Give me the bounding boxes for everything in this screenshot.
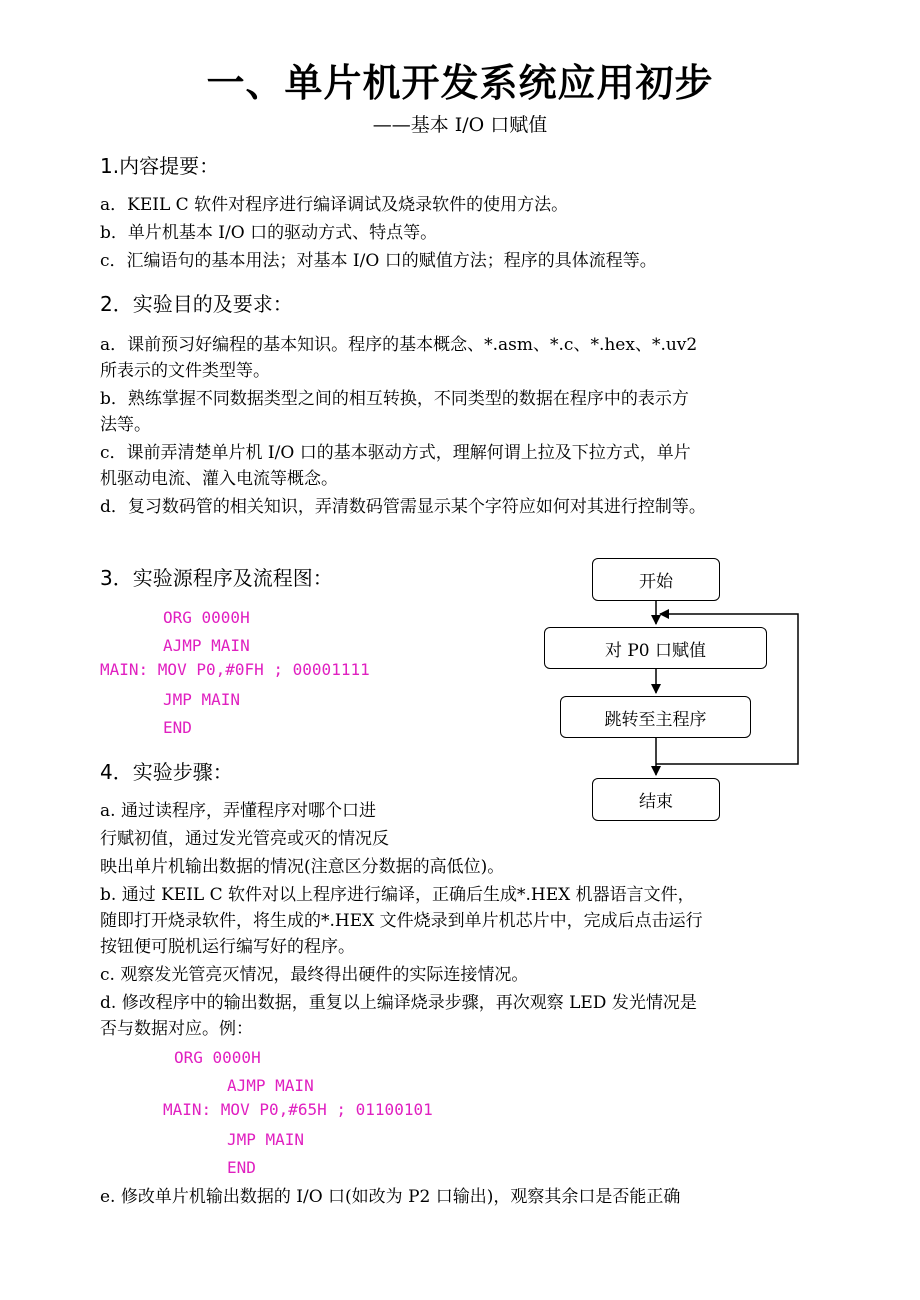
step-a-line2: 行赋初值，通过发光管亮或灭的情况反 (100, 829, 389, 849)
example-code-line: AJMP MAIN (227, 1076, 314, 1095)
section4-heading: 4．实验步骤： (100, 760, 233, 784)
section2-item-b-line2: 法等。 (100, 415, 151, 435)
code-line: JMP MAIN (163, 690, 241, 709)
section2-item-c-line1: c．课前弄清楚单片机 I/O 口的基本驱动方式，理解何谓上拉及下拉方式，单片 (100, 443, 691, 463)
step-d-line2: 否与数据对应。例： (100, 1019, 253, 1039)
flow-jump-node: 跳转至主程序 (560, 696, 751, 738)
section1-item-b: b．单片机基本 I/O 口的驱动方式、特点等。 (100, 223, 438, 243)
step-b-line3: 按钮便可脱机运行编写好的程序。 (100, 937, 355, 957)
section2-item-a-line1: a．课前预习好编程的基本知识。程序的基本概念、*.asm、*.c、*.hex、*.uv2 (100, 335, 698, 355)
code-line: ORG 0000H (163, 608, 250, 627)
example-code-line: ORG 0000H (174, 1048, 261, 1067)
section2-item-d: d．复习数码管的相关知识，弄清数码管需显示某个字符应如何对其进行控制等。 (100, 497, 706, 517)
step-b-line1: b. 通过 KEIL C 软件对以上程序进行编译，正确后生成*.HEX 机器语言文件， (100, 885, 695, 905)
document-subtitle: ——基本 I/O 口赋值 (372, 114, 548, 136)
section2-heading: 2．实验目的及要求： (100, 292, 293, 316)
flow-start-node: 开始 (592, 558, 720, 601)
flow-assign-node: 对 P0 口赋值 (544, 627, 767, 669)
section3-heading: 3．实验源程序及流程图： (100, 566, 333, 590)
step-c: c. 观察发光管亮灭情况，最终得出硬件的实际连接情况。 (100, 965, 529, 985)
example-code-line: MAIN: MOV P0,#65H ; 01100101 (163, 1100, 433, 1119)
step-b-line2: 随即打开烧录软件，将生成的*.HEX 文件烧录到单片机芯片中，完成后点击运行 (100, 911, 703, 931)
step-d-line1: d. 修改程序中的输出数据，重复以上编译烧录步骤，再次观察 LED 发光情况是 (100, 993, 697, 1013)
step-a-line3: 映出单片机输出数据的情况(注意区分数据的高低位)。 (100, 857, 505, 877)
section1-item-c: c．汇编语句的基本用法；对基本 I/O 口的赋值方法；程序的具体流程等。 (100, 251, 657, 271)
section1-heading: 1.内容提要： (100, 154, 220, 178)
code-line: END (163, 718, 192, 737)
step-a-line1: a. 通过读程序，弄懂程序对哪个口进 (100, 801, 376, 821)
document-title: 一、单片机开发系统应用初步 (206, 61, 714, 105)
code-line: AJMP MAIN (163, 636, 250, 655)
example-code-line: JMP MAIN (227, 1130, 305, 1149)
section2-item-c-line2: 机驱动电流、灌入电流等概念。 (100, 469, 338, 489)
flow-end-node: 结束 (592, 778, 720, 821)
section2-item-a-line2: 所表示的文件类型等。 (100, 361, 270, 381)
step-e: e. 修改单片机输出数据的 I/O 口(如改为 P2 口输出)，观察其余口是否能正确 (100, 1187, 681, 1207)
section2-item-b-line1: b．熟练掌握不同数据类型之间的相互转换，不同类型的数据在程序中的表示方 (100, 389, 689, 409)
section1-item-a: a．KEIL C 软件对程序进行编译调试及烧录软件的使用方法。 (100, 195, 569, 215)
example-code-line: END (227, 1158, 256, 1177)
code-line: MAIN: MOV P0,#0FH ; 00001111 (100, 660, 370, 679)
